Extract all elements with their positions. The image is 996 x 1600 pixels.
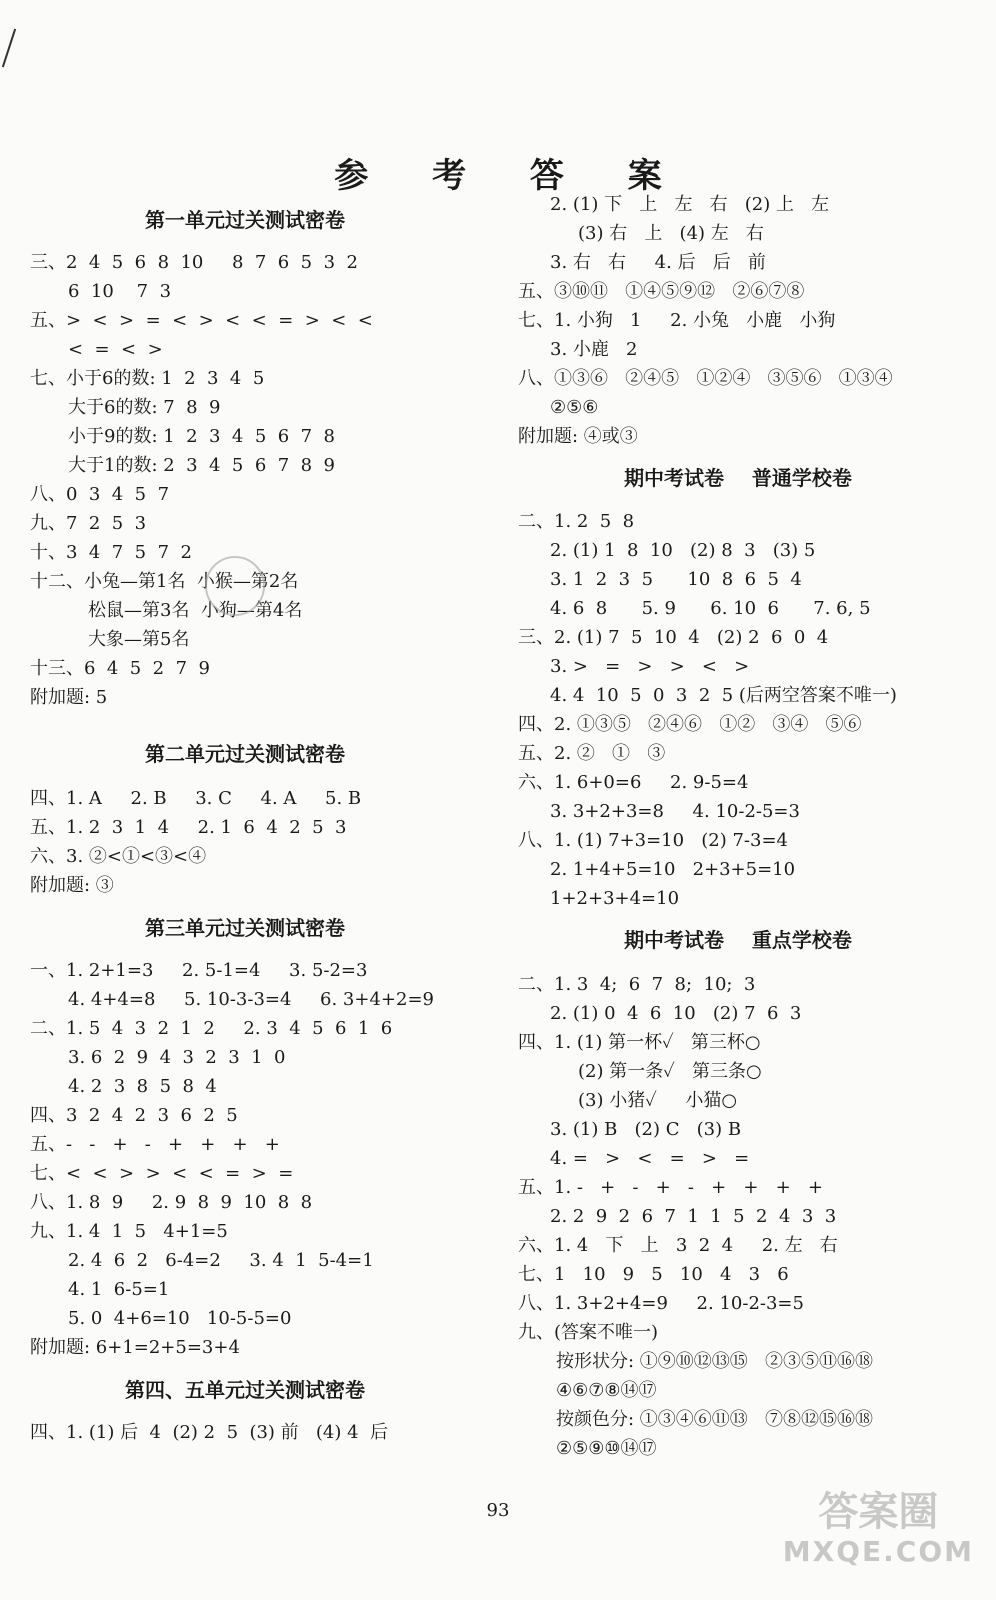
answer-line: ④⑥⑦⑧⑭⑰: [556, 1380, 657, 1401]
answer-line: 二、1. 5 4 3 2 1 2 2. 3 4 5 6 1 6: [30, 1018, 393, 1039]
answer-line: 九、(答案不唯一): [518, 1322, 659, 1343]
answer-line: (3) 小猪✓ 小猫○: [578, 1090, 738, 1111]
section-heading: 第四、五单元过关测试密卷: [125, 1378, 365, 1402]
answer-line: 四、1. A 2. B 3. C 4. A 5. B: [30, 788, 362, 809]
stamp-mark: [205, 556, 265, 616]
answer-line: 3. 3+2+3=8 4. 10-2-5=3: [550, 801, 800, 822]
pen-mark: [2, 29, 16, 68]
answer-line: 四、1. (1) 第一杯✓ 第三杯○: [518, 1032, 761, 1053]
answer-line: 4. 2 3 8 5 8 4: [68, 1076, 217, 1097]
answer-line: 松鼠—第3名 小狗—第4名: [88, 600, 303, 621]
answer-line: 4. 4+4=8 5. 10-3-3=4 6. 3+4+2=9: [68, 989, 434, 1010]
page-title: 参 考 答 案: [334, 156, 688, 196]
answer-line: 七、1 10 9 5 10 4 3 6: [518, 1264, 789, 1285]
answer-line: 1+2+3+4=10: [550, 888, 680, 909]
answer-line: 十二、小兔—第1名 小猴—第2名: [30, 571, 299, 592]
answer-line: ②⑤⑨⑩⑭⑰: [556, 1438, 657, 1459]
answer-line: 2. (1) 0 4 6 10 (2) 7 6 3: [550, 1003, 802, 1024]
answer-line: 五、1. 2 3 1 4 2. 1 6 4 2 5 3: [30, 817, 347, 838]
answer-line: < = < >: [68, 339, 163, 360]
answer-line: 4. = > < = > =: [550, 1148, 750, 1169]
answer-line: 二、1. 2 5 8: [518, 511, 635, 532]
answer-line: 四、1. (1) 后 4 (2) 2 5 (3) 前 (4) 4 后: [30, 1422, 388, 1443]
answer-line: 六、1. 6+0=6 2. 9-5=4: [518, 772, 749, 793]
answer-line: 十、3 4 7 5 7 2: [30, 542, 192, 563]
answer-line: 四、2. ①③⑤ ②④⑥ ①② ③④ ⑤⑥: [518, 714, 862, 735]
answer-line: 四、3 2 4 2 3 6 2 5: [30, 1105, 238, 1126]
answer-line: 九、7 2 5 3: [30, 513, 147, 534]
watermark-line2: MXQE.COM: [782, 1535, 974, 1568]
answer-line: 五、2. ② ① ③: [518, 743, 666, 764]
answer-line: 2. (1) 1 8 10 (2) 8 3 (3) 5: [550, 540, 816, 561]
answer-line: 三、2 4 5 6 8 10 8 7 6 5 3 2: [30, 252, 358, 273]
answer-line: 附加题: ④或③: [518, 426, 638, 447]
answer-line: 3. 6 2 9 4 3 2 3 1 0: [68, 1047, 286, 1068]
answer-line: 大于6的数: 7 8 9: [68, 397, 221, 418]
answer-line: 2. 2 9 2 6 7 1 1 5 2 4 3 3: [550, 1206, 837, 1227]
answer-line: 5. 0 4+6=10 10-5-5=0: [68, 1308, 292, 1329]
answer-line: 五、1. - + - + - + + + +: [518, 1177, 823, 1198]
answer-line: 2. 4 6 2 6-4=2 3. 4 1 5-4=1: [68, 1250, 374, 1271]
answer-line: 大于1的数: 2 3 4 5 6 7 8 9: [68, 455, 335, 476]
answer-line: 六、3. ②<①<③<④: [30, 846, 207, 867]
watermark-line1: 答案圈: [818, 1489, 939, 1535]
answer-line: 3. 1 2 3 5 10 8 6 5 4: [550, 569, 802, 590]
answer-line: ②⑤⑥: [550, 397, 599, 418]
answer-line: 按颜色分: ①③④⑥⑪⑬ ⑦⑧⑫⑮⑯⑱: [556, 1409, 873, 1430]
answer-line: 6 10 7 3: [68, 281, 172, 302]
page-number: 93: [486, 1500, 510, 1521]
answer-line: 3. 右 右 4. 后 后 前: [550, 252, 766, 273]
answer-line: 八、0 3 4 5 7: [30, 484, 170, 505]
answer-line: 大象—第5名: [88, 629, 190, 650]
answer-line: 按形状分: ①⑨⑩⑫⑬⑮ ②③⑤⑪⑯⑱: [556, 1351, 873, 1372]
answer-line: 五、> < > = < > < < = > < <: [30, 310, 373, 331]
answer-line: 4. 4 10 5 0 3 2 5 (后两空答案不唯一): [550, 685, 897, 706]
answer-line: 七、1. 小狗 1 2. 小兔 小鹿 小狗: [518, 310, 836, 331]
answer-line: 六、1. 4 下 上 3 2 4 2. 左 右: [518, 1235, 838, 1256]
section-heading: 第一单元过关测试密卷: [145, 208, 345, 232]
answer-line: 附加题: 5: [30, 687, 108, 708]
answer-line: 八、1. 8 9 2. 9 8 9 10 8 8: [30, 1192, 313, 1213]
answer-line: 二、1. 3 4; 6 7 8; 10; 3: [518, 974, 756, 995]
answer-line: 八、①③⑥ ②④⑤ ①②④ ③⑤⑥ ①③④: [518, 368, 893, 389]
section-heading: 期中考试卷 普通学校卷: [624, 466, 852, 490]
answer-line: 七、< < > > < < = > =: [30, 1163, 294, 1184]
answer-line: 4. 6 8 5. 9 6. 10 6 7. 6, 5: [550, 598, 871, 619]
answer-line: 附加题: 6+1=2+5=3+4: [30, 1337, 240, 1358]
answer-line: 五、③⑩⑪ ①④⑤⑨⑫ ②⑥⑦⑧: [518, 281, 805, 302]
answer-line: 七、小于6的数: 1 2 3 4 5: [30, 368, 265, 389]
watermark-logo: [782, 1489, 974, 1572]
section-heading: 期中考试卷 重点学校卷: [624, 928, 852, 952]
answer-line: 十三、6 4 5 2 7 9: [30, 658, 210, 679]
answer-line: 附加题: ③: [30, 875, 114, 896]
answer-line: 2. (1) 下 上 左 右 (2) 上 左: [550, 194, 830, 215]
answer-line: 八、1. (1) 7+3=10 (2) 7-3=4: [518, 830, 788, 851]
answer-line: (2) 第一条✓ 第三条○: [578, 1061, 762, 1082]
answer-line: 3. 小鹿 2: [550, 339, 638, 360]
answer-line: 八、1. 3+2+4=9 2. 10-2-3=5: [518, 1293, 804, 1314]
answer-line: 五、- - + - + + + +: [30, 1134, 280, 1155]
answer-line: 4. 1 6-5=1: [68, 1279, 170, 1300]
answer-line: 3. (1) B (2) C (3) B: [550, 1119, 742, 1140]
section-heading: 第三单元过关测试密卷: [145, 916, 345, 940]
answer-line: 2. 1+4+5=10 2+3+5=10: [550, 859, 796, 880]
answer-line: 九、1. 4 1 5 4+1=5: [30, 1221, 228, 1242]
answer-line: 3. > = > > < >: [550, 656, 750, 677]
answer-line: 三、2. (1) 7 5 10 4 (2) 2 6 0 4: [518, 627, 829, 648]
section-heading: 第二单元过关测试密卷: [145, 742, 345, 766]
answer-line: (3) 右 上 (4) 左 右: [578, 223, 764, 244]
answer-line: 一、1. 2+1=3 2. 5-1=4 3. 5-2=3: [30, 960, 368, 981]
answer-line: 小于9的数: 1 2 3 4 5 6 7 8: [68, 426, 335, 447]
